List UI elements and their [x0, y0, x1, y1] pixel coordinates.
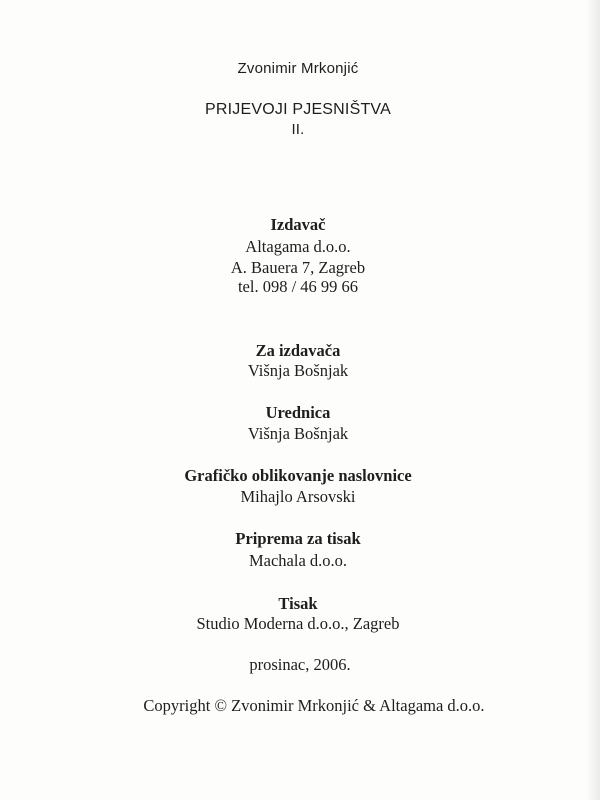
volume-number: II. [291, 121, 305, 138]
cover-design-heading: Grafičko oblikovanje naslovnice [184, 466, 412, 485]
printing-name: Studio Moderna d.o.o., Zagreb [196, 614, 400, 633]
prepress-name: Machala d.o.o. [248, 551, 348, 570]
author-name: Zvonimir Mrkonjić [237, 60, 359, 77]
cover-design-name: Mihajlo Arsovski [240, 487, 356, 506]
editor-heading: Urednica [265, 403, 331, 422]
copyright-notice: Copyright © Zvonimir Mrkonjić & Altagama d.o.o. [143, 696, 485, 715]
page-edge-shadow [586, 0, 600, 800]
for-publisher-heading: Za izdavača [255, 341, 341, 360]
editor-name: Višnja Bošnjak [247, 424, 349, 443]
printing-heading: Tisak [278, 594, 318, 613]
publication-date: prosinac, 2006. [249, 655, 351, 674]
publisher-phone: tel. 098 / 46 99 66 [237, 277, 359, 296]
publisher-name: Altagama d.o.o. [245, 237, 351, 256]
publisher-address: A. Bauera 7, Zagreb [230, 258, 366, 277]
for-publisher-name: Višnja Bošnjak [247, 361, 349, 380]
publisher-heading: Izdavač [270, 215, 326, 234]
prepress-heading: Priprema za tisak [235, 529, 361, 548]
book-title: PRIJEVOJI PJESNIŠTVA [205, 101, 391, 118]
